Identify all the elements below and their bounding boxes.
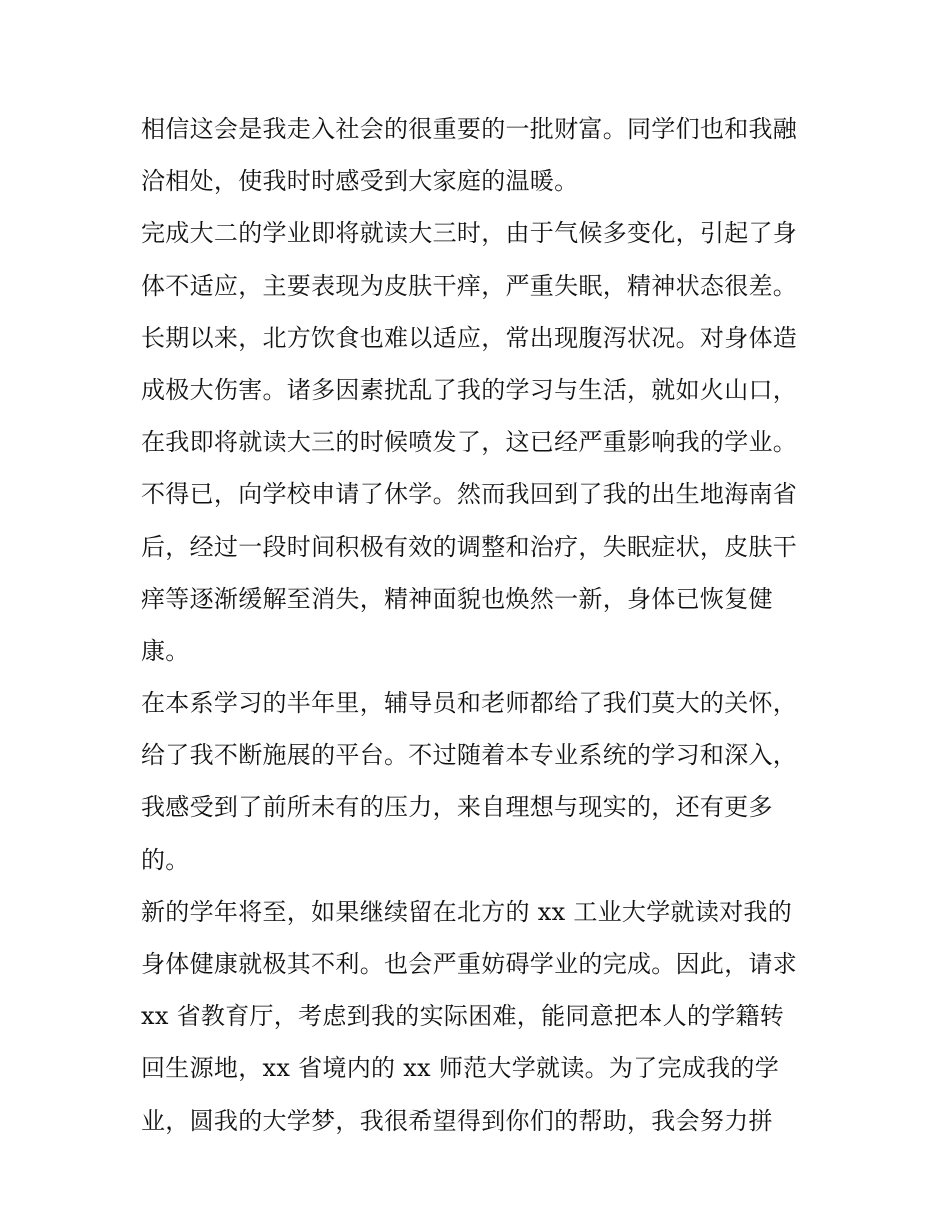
text-line: xx 省教育厅，考虑到我的实际困难，能同意把本人的学籍转 [141, 1002, 785, 1031]
text-line: 痒等逐渐缓解至消失，精神面貌也焕然一新，身体已恢复健 [141, 584, 773, 613]
text-line: 新的学年将至，如果继续留在北方的 xx 工业大学就读对我的 [141, 897, 793, 926]
text-line: 后，经过一段时间积极有效的调整和治疗，失眠症状，皮肤干 [141, 532, 798, 561]
text-line: 给了我不断施展的平台。不过随着本专业系统的学习和深入， [141, 741, 798, 770]
text-line: 成极大伤害。诸多因素扰乱了我的学习与生活，就如火山口， [141, 375, 798, 404]
text-line: 不得已，向学校申请了休学。然而我回到了我的出生地海南省 [141, 480, 798, 509]
text-line: 完成大二的学业即将就读大三时，由于气候多变化，引起了身 [141, 219, 798, 248]
text-line: 的。 [141, 845, 190, 874]
text-line: 洽相处，使我时时感受到大家庭的温暖。 [141, 167, 579, 196]
text-line: 在我即将就读大三的时候喷发了，这已经严重影响我的学业。 [141, 428, 798, 457]
text-line: 体不适应，主要表现为皮肤干痒，严重失眠，精神状态很差。 [141, 271, 798, 300]
text-line: 回生源地，xx 省境内的 xx 师范大学就读。为了完成我的学 [141, 1054, 780, 1083]
text-line: 相信这会是我走入社会的很重要的一批财富。同学们也和我融 [141, 115, 798, 143]
document-body [141, 103, 821, 1147]
text-line: 我感受到了前所未有的压力，来自理想与现实的，还有更多 [141, 793, 773, 822]
text-line: 身体健康就极其不利。也会严重妨碍学业的完成。因此，请求 [141, 950, 798, 978]
text-line: 业，圆我的大学梦，我很希望得到你们的帮助，我会努力拼 [141, 1106, 773, 1135]
text-line: 康。 [141, 636, 190, 665]
text-line: 长期以来，北方饮食也难以适应，常出现腹泻状况。对身体造 [141, 323, 798, 352]
text-line: 在本系学习的半年里，辅导员和老师都给了我们莫大的关怀， [141, 689, 798, 718]
